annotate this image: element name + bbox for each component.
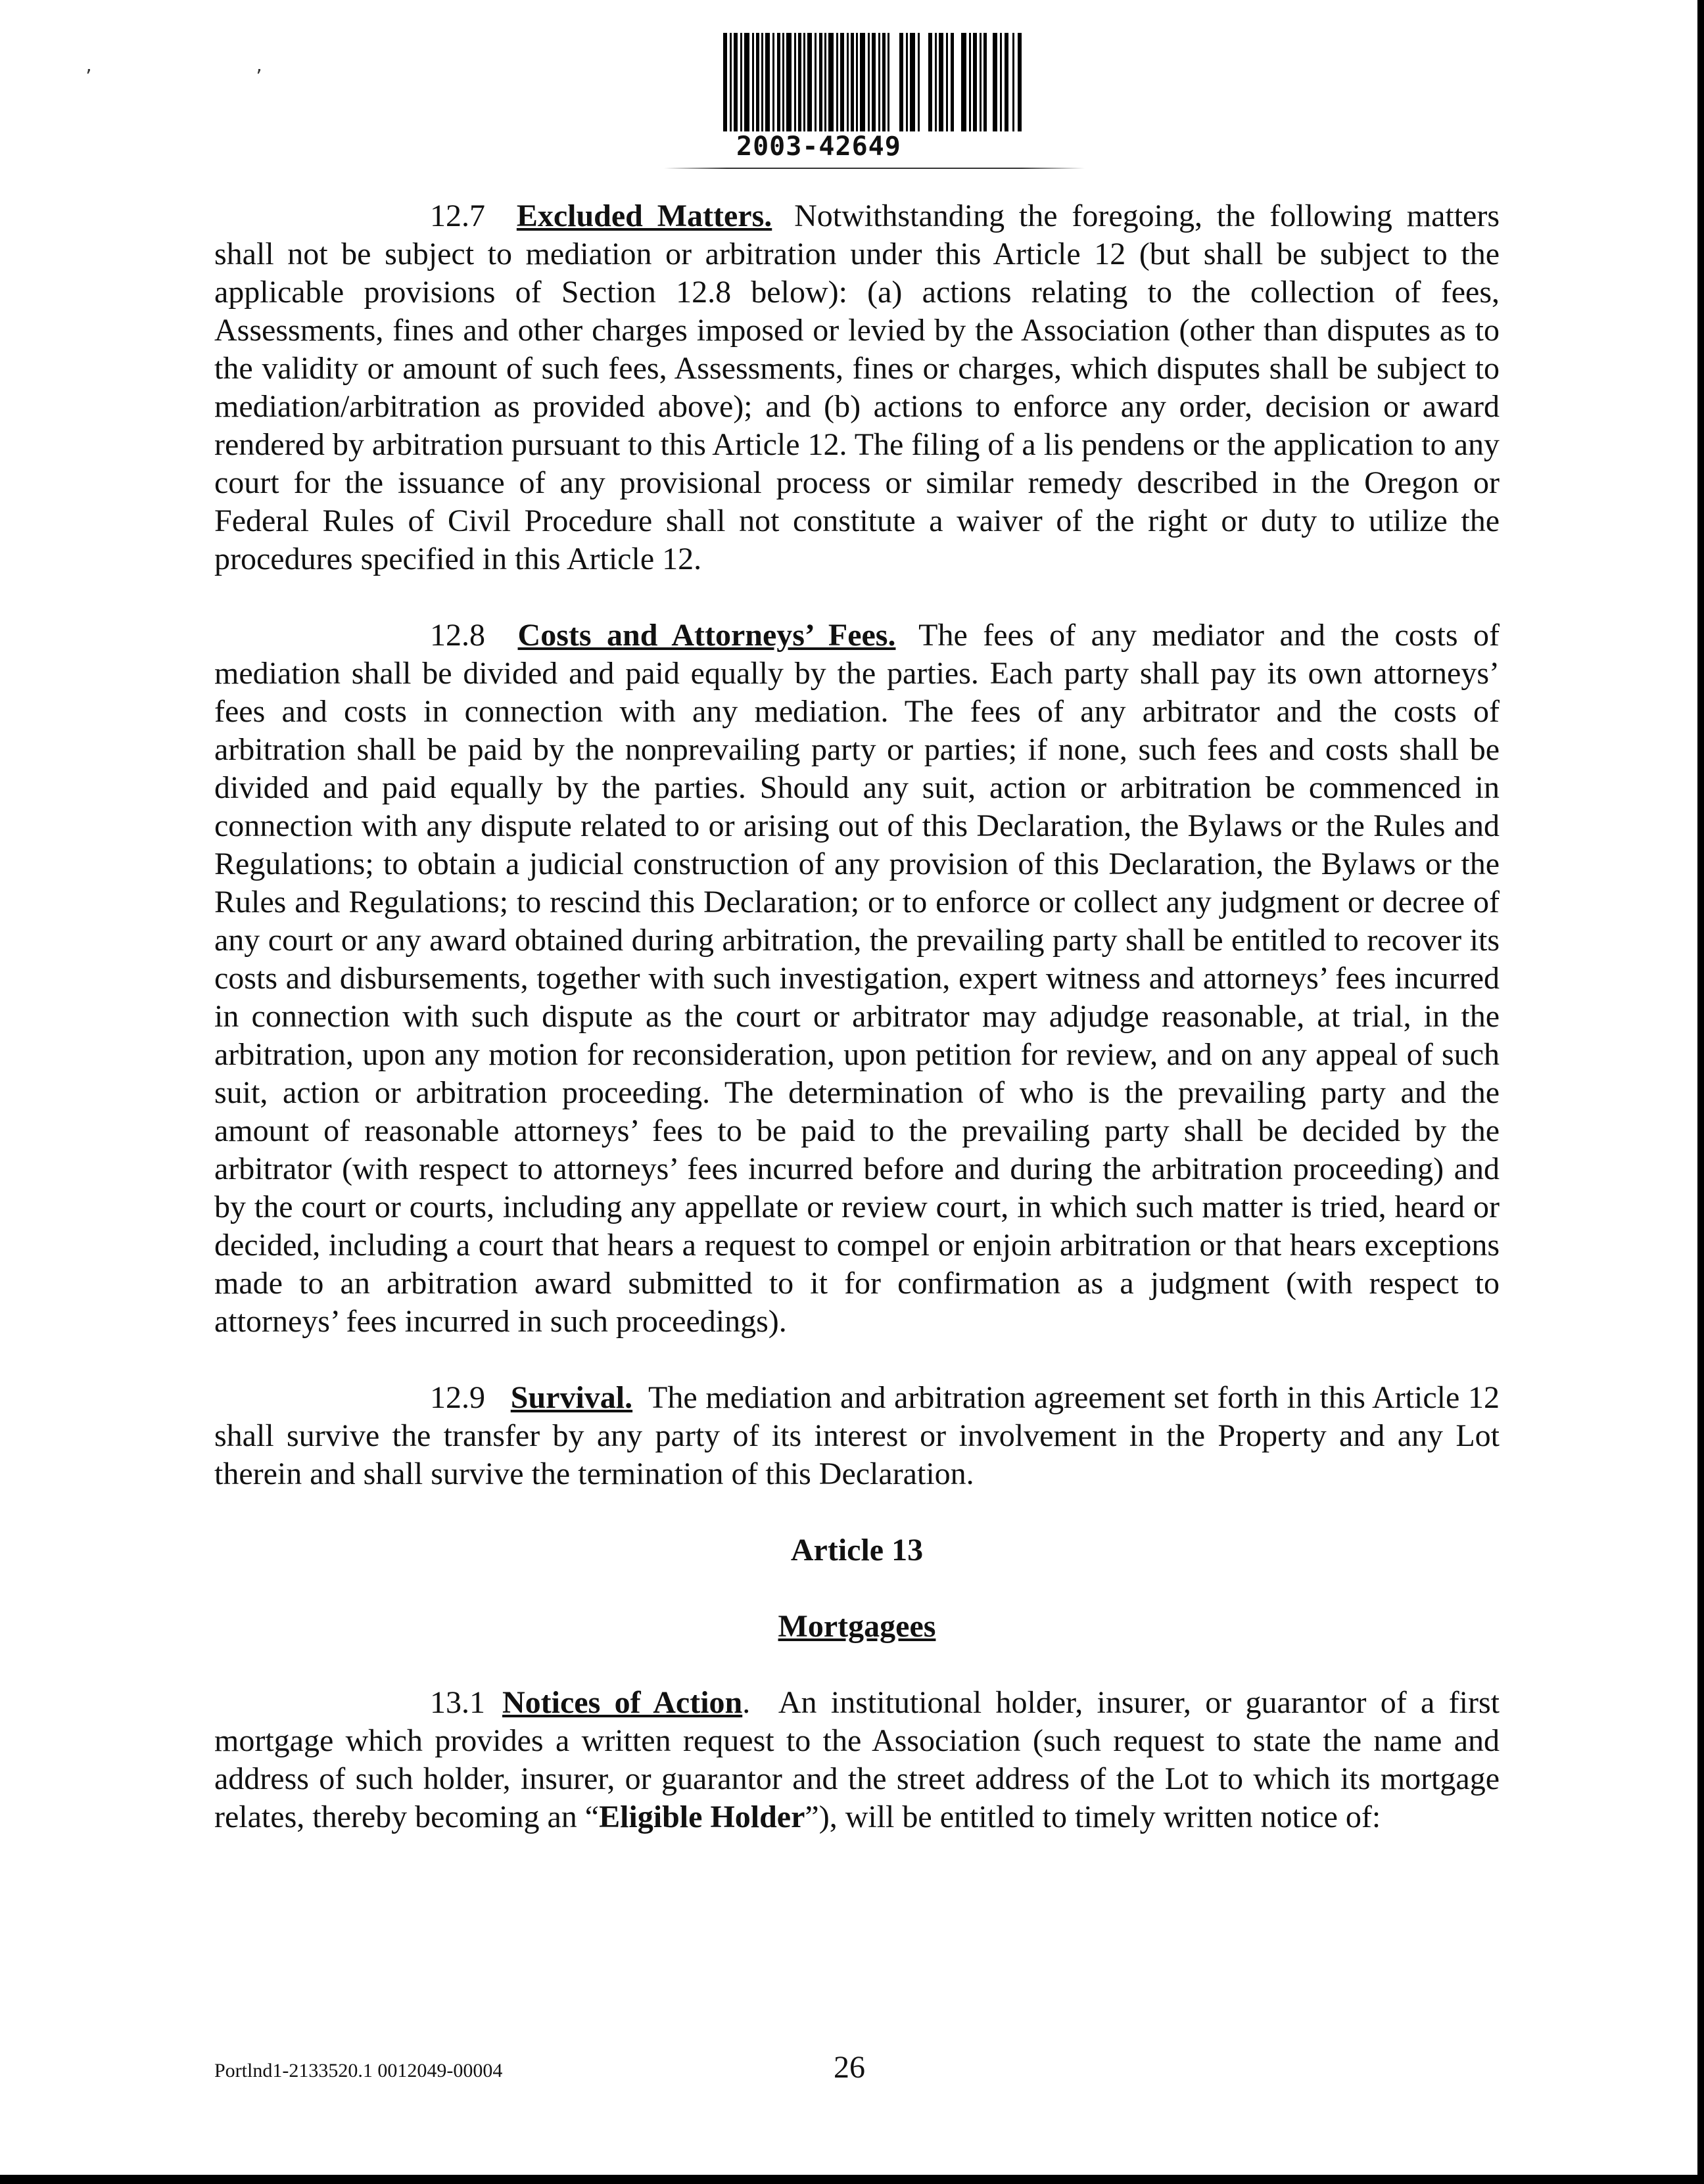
scan-marks: ’ ’ bbox=[85, 66, 341, 89]
section-title: Excluded Matters. bbox=[516, 198, 772, 233]
section-text: The mediation and arbitration agreement set forth in this Article 12 shall survive the transfer by any party of its interest or involvement in the Property and any Lot therein and shall survive the termination of this Declaration. bbox=[214, 1380, 1500, 1491]
section-text-tail: ”), will be entitled to timely written notice of: bbox=[805, 1800, 1381, 1834]
article-subheading bbox=[214, 1608, 1500, 1646]
section-number: 12.9 bbox=[430, 1380, 485, 1415]
barcode-graphic bbox=[723, 33, 1026, 135]
section-text: An institutional holder, insurer, or guarantor of a first mortgage which provides a written request to the Association (such request to state the name and address of such holder, insurer, or guarantor and the street address of the Lot to which its mortgage relates, thereby becoming an “ bbox=[214, 1685, 1500, 1834]
footer-document-id: Portlnd1-2133520.1 0012049-00004 bbox=[214, 2060, 503, 2081]
section-text: The fees of any mediator and the costs of mediation shall be divided and paid equally by the parties. Each party shall pay its own attorneys’ fees and costs in connection with any mediation. The fees of any arbitrator and the costs of arbitration shall be paid by the nonprevailing party or parties; if none, such fees and costs shall be divided and paid equally by the parties. Should any suit, action or arbitration be commenced in connection with any dispute related to or arising out of this Declaration, the Bylaws or the Rules and Regulations; to obtain a judicial construction of any provision of this Declaration, the Bylaws or the Rules and Regulations; to rescind this Declaration; or to enforce or collect any judgment or decree of any court or any award obtained during arbitration, the prevailing party shall be entitled to recover its costs and disbursements, together with such investigation, expert witness and attorneys’ fees incurred in connection with such dispute as the court or arbitrator may adjudge reasonable, at trial, in the arbitration, upon any motion for reconsideration, upon petition for review, and on any appeal of such suit, action or arbitration proceeding. The determination of who is the prevailing party and the amount of reasonable attorneys’ fees to be paid to the prevailing party shall be decided by the arbitrator (with respect to attorneys’ fees incurred before and during the arbitration proceeding) and by the court or courts, including any appellate or review court, in which such matter is tried, heard or decided, including a court that hears a request to compel or enjoin arbitration or that hears exceptions made to an arbitration award submitted to it for confirmation as a judgment (with respect to attorneys’ fees incurred in such proceedings). bbox=[214, 618, 1500, 1339]
section-number: 12.7 bbox=[430, 198, 485, 233]
page-number: 26 bbox=[834, 2050, 865, 2085]
section-12-8 bbox=[214, 616, 1500, 1341]
page-border-bottom bbox=[0, 2175, 1704, 2184]
barcode bbox=[723, 33, 1026, 162]
section-title: Costs and Attorneys’ Fees. bbox=[517, 618, 896, 653]
section-text: Notwithstanding the foregoing, the following matters shall not be subject to mediation or arbitration under this Article 12 (but shall be subject to the applicable provisions of Section 12.8 below): (a) actions relating to the collection of fees, Assessments, fines and other charges imposed or levied by the Association (other than disputes as to the validity or amount of such fees, Assessments, fines or charges, which disputes shall be subject to mediation/arbitration as provided above); and (b) actions to enforce any order, decision or award rendered by arbitration pursuant to this Article 12. The filing of a lis pendens or the application to any court for the issuance of any provisional process or similar remedy described in the Oregon or Federal Rules of Civil Procedure shall not constitute a waiver of the right or duty to utilize the procedures specified in this Article 12. bbox=[214, 198, 1500, 576]
barcode-underline bbox=[664, 168, 1085, 169]
section-title-punct: . bbox=[742, 1685, 751, 1720]
section-13-1 bbox=[214, 1684, 1500, 1836]
section-number: 12.8 bbox=[430, 618, 485, 653]
recording-number: 2003-42649 bbox=[736, 131, 901, 162]
article-subheading-text: Mortgagees bbox=[778, 1609, 936, 1644]
section-12-7 bbox=[214, 197, 1500, 578]
section-number: 13.1 bbox=[430, 1685, 485, 1720]
section-title: Survival. bbox=[510, 1380, 633, 1415]
page-border-right bbox=[1697, 0, 1704, 2184]
defined-term: Eligible Holder bbox=[599, 1800, 805, 1834]
document-body bbox=[214, 197, 1500, 1874]
section-title: Notices of Action bbox=[502, 1685, 743, 1720]
section-12-9 bbox=[214, 1379, 1500, 1493]
article-heading: Article 13 bbox=[790, 1533, 924, 1568]
